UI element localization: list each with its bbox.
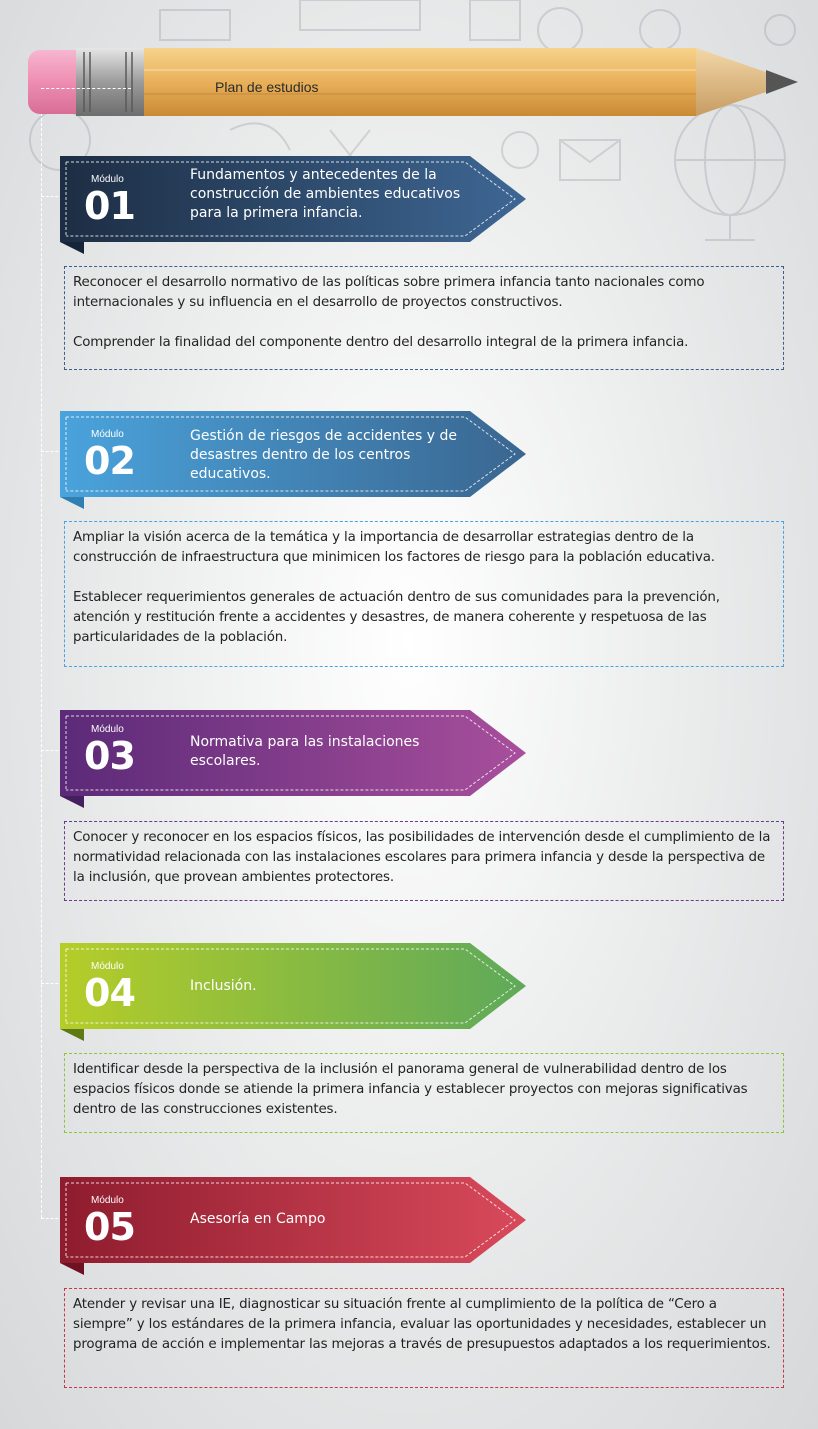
banner-fold [60,242,84,254]
timeline-line [41,88,42,1218]
description-paragraph: Identificar desde la perspectiva de la inclusión el panorama general de vulnerabilidad dentro de los espacios físicos donde se atiende la primera infancia y establecer proyectos con mejoras significativas dentro de las construcciones existentes. [73,1062,748,1117]
module-number: 01 [84,184,135,228]
page-title: Plan de estudios [215,79,319,95]
module-number: 02 [84,439,135,483]
pencil-icon [28,46,800,118]
module-label: Módulo [91,429,124,440]
module-number: 03 [84,734,135,778]
banner-fold [60,1029,84,1041]
module-label: Módulo [91,724,124,735]
description-paragraph: Conocer y reconocer en los espacios físicos, las posibilidades de intervención desde el cumplimiento de la normatividad relacionada con las instalaciones escolares para primera infancia y desde la perspectiva de la inclusión, que provean ambientes protectores. [73,830,771,885]
module-title: Asesoría en Campo [190,1211,326,1227]
banner-fold [60,796,84,808]
description-paragraph: Reconocer el desarrollo normativo de las políticas sobre primera infancia tanto nacionales como internacionales y su influencia en el desarrollo de proyectos constructivos. [73,275,705,310]
module-number: 04 [84,971,135,1015]
module-description [64,1288,784,1388]
module-description [64,821,784,901]
description-paragraph: Establecer requerimientos generales de actuación dentro de sus comunidades para la prevención, atención y restitución frente a accidentes y desastres, de manera coherente y respetuosa de las particularidades de la población. [73,590,720,645]
module-title: Normativa para las instalaciones escolares. [190,734,420,769]
module-description [64,521,784,667]
module-description [64,1053,784,1133]
module-label: Módulo [91,1195,124,1206]
banner-fold [60,1263,84,1275]
pencil-connector [41,88,131,89]
banner-fold [60,497,84,509]
description-paragraph: Ampliar la visión acerca de la temática y la importancia de desarrollar estrategias dentro de la construcción de infraestructura que minimicen los factores de riesgo para la población educativa. [73,530,715,565]
module-title: Gestión de riesgos de accidentes y de desastres dentro de los centros educativos. [190,428,457,482]
module-number: 05 [84,1205,135,1249]
module-title: Fundamentos y antecedentes de la construcción de ambientes educativos para la primera infancia. [190,167,461,221]
description-paragraph: Atender y revisar una IE, diagnosticar su situación frente al cumplimiento de la política de “Cero a siempre” y los estándares de la primera infancia, evaluar las oportunidades y necesidades, establecer un programa de acción e implementar las mejoras a través de presupuestos adaptados a los requerimientos. [73,1297,771,1352]
module-title: Inclusión. [190,978,257,994]
module-label: Módulo [91,961,124,972]
description-paragraph: Comprender la finalidad del componente dentro del desarrollo integral de la primera infancia. [73,335,689,350]
module-label: Módulo [91,174,124,185]
module-description [64,266,784,370]
